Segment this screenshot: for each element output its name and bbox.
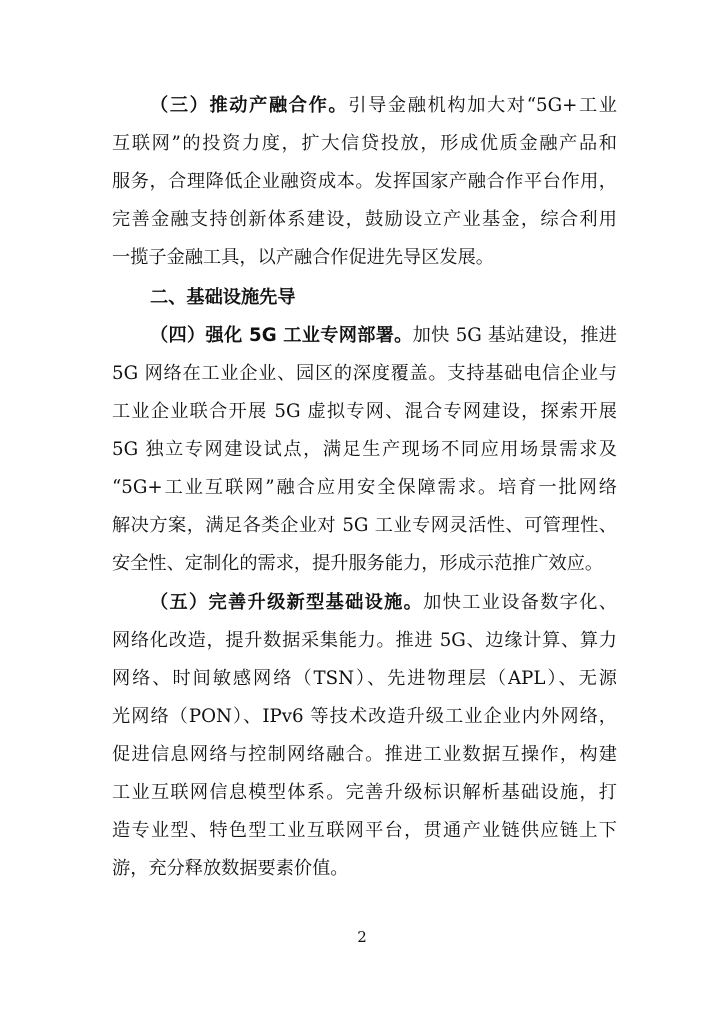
section5-line-3: 光网络（PON）、IPv6 等技术改造升级工业企业内外网络，	[112, 706, 617, 727]
section4-line-1: 5G 网络在工业企业、园区的深度覆盖。支持基础电信企业与	[112, 363, 617, 384]
section4-line-5: 解决方案，满足各类企业对 5G 工业专网灵活性、可管理性、	[112, 515, 617, 536]
section3-title: （三）推动产融合作。	[150, 95, 349, 116]
section4-title: （四）强化 5G 工业专网部署。	[150, 325, 413, 346]
section5-line-7: 游，充分释放数据要素价值。	[112, 858, 349, 879]
section5-line-4: 促进信息网络与控制网络融合。推进工业数据互操作，构建	[112, 744, 617, 765]
section5-line-0: 加快工业设备数字化、	[423, 592, 617, 613]
page-number: 2	[357, 928, 367, 946]
section3-first-line	[150, 90, 617, 122]
section5-line-6: 造专业型、特色型工业互联网平台，贯通产业链供应链上下	[112, 820, 617, 841]
section3-line-4: 一揽子金融工具，以产融合作促进先导区发展。	[112, 247, 494, 268]
section5-title: （五）完善升级新型基础设施。	[150, 592, 424, 613]
section5-first-line	[150, 587, 617, 619]
section-heading: 二、基础设施先导	[150, 287, 296, 308]
section3-line-2: 服务，合理降低企业融资成本。发挥国家产融合作平台作用，	[112, 171, 617, 192]
section4-first-line	[150, 320, 617, 352]
section3-line-0: 引导金融机构加大对“5G+工业	[348, 95, 617, 116]
section4-line-0: 加快 5G 基站建设，推进	[412, 325, 617, 346]
section5-line-1: 网络化改造，提升数据采集能力。推进 5G、边缘计算、算力	[112, 630, 617, 651]
section5-line-5: 工业互联网信息模型体系。完善升级标识解析基础设施，打	[112, 782, 617, 803]
section5-line-2: 网络、时间敏感网络（TSN）、先进物理层（APL）、无源	[112, 668, 617, 689]
section4-line-3: 5G 独立专网建设试点，满足生产现场不同应用场景需求及	[112, 439, 617, 460]
section4-line-4: “5G+工业互联网”融合应用安全保障需求。培育一批网络	[112, 477, 617, 498]
section3-line-1: 互联网”的投资力度，扩大信贷投放，形成优质金融产品和	[112, 133, 617, 154]
section4-line-6: 安全性、定制化的需求，提升服务能力，形成示范推广效应。	[112, 553, 604, 574]
section3-line-3: 完善金融支持创新体系建设，鼓励设立产业基金，综合利用	[112, 209, 617, 230]
section4-line-2: 工业企业联合开展 5G 虚拟专网、混合专网建设，探索开展	[112, 401, 617, 422]
